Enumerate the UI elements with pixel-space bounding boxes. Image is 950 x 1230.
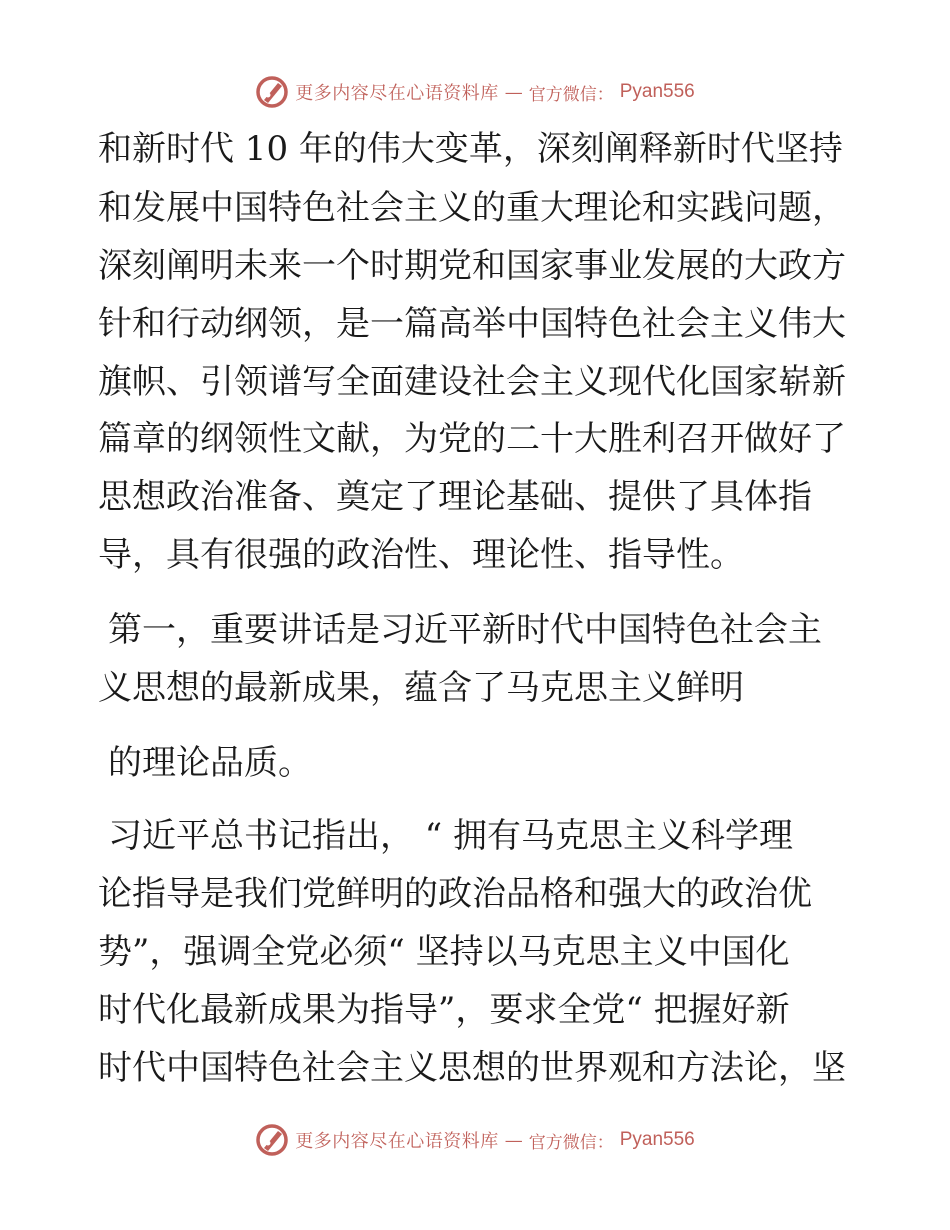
watermark-separator: —	[504, 81, 523, 103]
watermark-label: 官方微信：	[528, 1132, 614, 1153]
paragraph-line: 论指导是我们党鲜明的政治品格和强大的政治优	[98, 874, 812, 914]
watermark-text: 更多内容尽在心语资料库	[295, 1131, 499, 1152]
watermark-text: 更多内容尽在心语资料库	[295, 83, 499, 104]
paragraph-line: 导，具有很强的政治性、理论性、指导性。	[98, 535, 744, 575]
paragraph-line: 势”，强调全党必须“ 坚持以马克思主义中国化	[98, 932, 790, 972]
paragraph-line: 思想政治准备、奠定了理论基础、提供了具体指	[98, 477, 812, 517]
paragraph-line: 和发展中国特色社会主义的重大理论和实践问题，	[98, 188, 846, 228]
paragraph-line: 时代中国特色社会主义思想的世界观和方法论，坚	[98, 1048, 846, 1088]
paragraph-line: 针和行动纲领，是一篇高举中国特色社会主义伟大	[98, 304, 846, 344]
paragraph-line: 和新时代 10 年的伟大变革，深刻阐释新时代坚持	[98, 129, 843, 169]
watermark-label: 官方微信：	[528, 84, 614, 105]
paragraph-line: 时代化最新成果为指导”，要求全党“ 把握好新	[98, 990, 790, 1030]
section-heading-line: 义思想的最新成果，蕴含了马克思主义鲜明	[98, 668, 744, 708]
pen-circle-icon	[255, 1123, 289, 1157]
paragraph-line: 旗帜、引领谱写全面建设社会主义现代化国家崭新	[98, 362, 846, 402]
header-watermark	[0, 72, 950, 112]
watermark-wechat-id: Pyan556	[619, 1129, 695, 1150]
paragraph-line: 习近平总书记指出， “ 拥有马克思主义科学理	[108, 816, 793, 856]
paragraph-line: 深刻阐明未来一个时期党和国家事业发展的大政方	[98, 246, 846, 286]
watermark-wechat-id: Pyan556	[619, 81, 695, 102]
section-heading-line: 第一，重要讲话是习近平新时代中国特色社会主	[108, 610, 822, 650]
footer-watermark	[0, 1120, 950, 1160]
paragraph-line: 篇章的纲领性文献，为党的二十大胜利召开做好了	[98, 419, 846, 459]
watermark-separator: —	[504, 1129, 523, 1151]
section-heading-line: 的理论品质。	[108, 743, 312, 783]
pen-circle-icon	[255, 75, 289, 109]
